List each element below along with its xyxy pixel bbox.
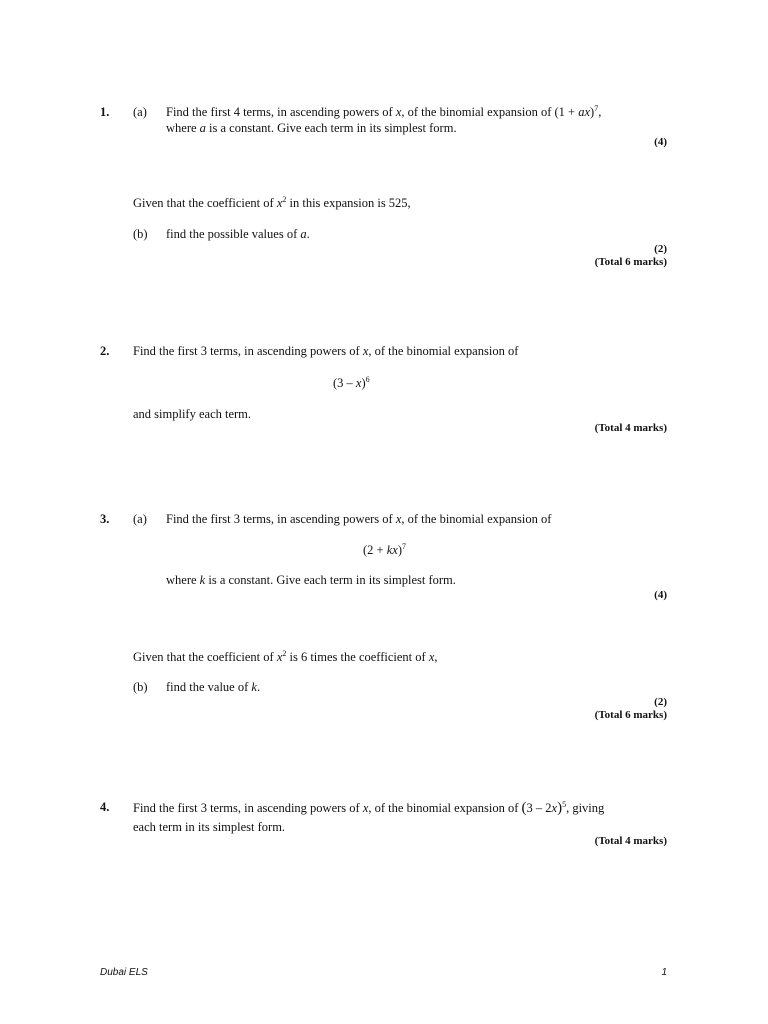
q3-part-b-text: find the value of k.	[166, 680, 261, 694]
q1-part-a-line1: Find the first 4 terms, in ascending powers of x, of the binomial expansion of (1 + ax)$^7$,	[166, 104, 602, 119]
q3-expression: (2 + kx)$^7$	[363, 542, 406, 557]
q1-part-b-marks: (2)	[654, 243, 667, 255]
q2-line2: and simplify each term.	[133, 407, 252, 421]
q3-total-marks: (Total 6 marks)	[594, 709, 667, 721]
q4-line2: each term in its simplest form.	[133, 820, 286, 834]
q3-given-text: Given that the coefficient of $x^2$ is 6 times the coefficient of x,	[133, 649, 438, 664]
q1-given-text: Given that the coefficient of $x^2$ in this expansion is 525,	[133, 195, 411, 210]
q3-number: 3.	[100, 512, 110, 526]
q3-part-a-line2: where k is a constant. Give each term in its simplest form.	[166, 573, 456, 587]
q1-part-a-marks: (4)	[654, 136, 667, 148]
q1-part-a-line2: where a is a constant. Give each term in its simplest form.	[166, 121, 457, 135]
q3-part-b-marks: (2)	[654, 696, 667, 708]
q3-part-a-label: (a)	[133, 512, 147, 526]
q2-expression: (3 – x)$^6$	[333, 375, 370, 390]
q2-total-marks: (Total 4 marks)	[594, 422, 667, 434]
q3-part-a-line1: Find the first 3 terms, in ascending powers of x, of the binomial expansion of	[166, 512, 552, 526]
q1-number: 1.	[100, 105, 110, 119]
q1-total-marks: (Total 6 marks)	[594, 256, 667, 268]
q4-total-marks: (Total 4 marks)	[594, 835, 667, 847]
q3-part-a-marks: (4)	[654, 589, 667, 601]
q1-part-b-text: find the possible values of a.	[166, 227, 310, 241]
q1-part-a-label: (a)	[133, 105, 147, 119]
q4-line1: Find the first 3 terms, in ascending powers of x, of the binomial expansion of (3 – 2x)$^5$, giving	[133, 800, 605, 816]
footer-school-name: Dubai ELS	[100, 967, 148, 978]
footer-page-number: 1	[661, 967, 667, 978]
q3-part-b-label: (b)	[133, 680, 148, 694]
q2-line1: Find the first 3 terms, in ascending powers of x, of the binomial expansion of	[133, 344, 519, 358]
q1-part-b-label: (b)	[133, 227, 148, 241]
q2-number: 2.	[100, 344, 110, 358]
q4-number: 4.	[100, 800, 110, 814]
